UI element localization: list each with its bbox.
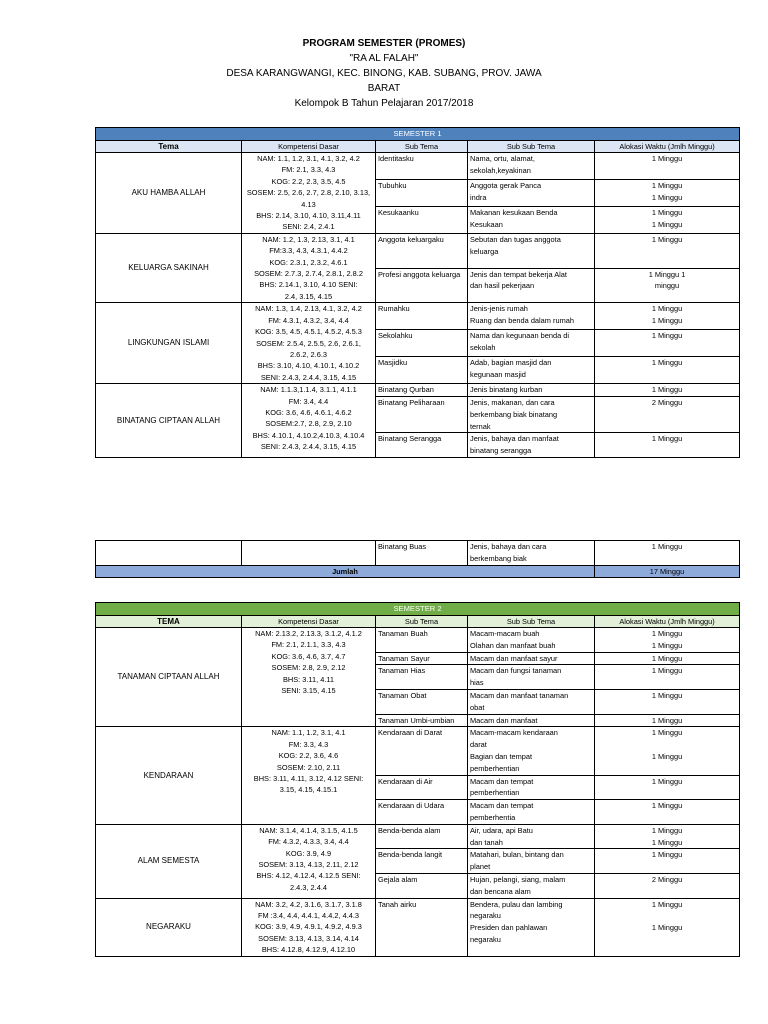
kd-line: BHS: 3.11, 4.11, 3.12, 4.12 SENI: — [253, 774, 364, 783]
kd-line: KOG: 2.2, 2.3, 3.5, 4.5 — [271, 176, 346, 186]
table-row — [96, 898, 740, 956]
kompetensi-dasar-cell — [242, 824, 376, 898]
kd-line: KOG: 3.9, 4.9, 4.9.1, 4.9.2, 4.9.3 — [255, 922, 362, 932]
sub-sub-tema-cell — [468, 714, 595, 727]
alokasi-line: 1 Minggu — [651, 180, 683, 190]
alokasi-waktu-cell — [595, 652, 740, 665]
sub-tema-cell: Kendaraan di Air — [376, 775, 468, 800]
group-year: Kelompok B Tahun Pelajaran 2017/2018 — [294, 98, 474, 109]
sub-sub-tema-cell — [468, 268, 595, 303]
kd-line: FM: 3.3, 4.3 — [288, 739, 329, 749]
tema-cell: KENDARAAN — [96, 727, 242, 824]
sub-sub-tema-cell — [468, 628, 595, 653]
sub-sub-tema-line: binatang serangga — [470, 446, 532, 456]
sub-sub-tema-cell — [468, 357, 595, 384]
sub-sub-tema-line: Jenis, makanan, dan cara — [470, 397, 555, 407]
sub-sub-tema-line: Matahari, bulan, bintang dan — [470, 850, 564, 860]
alokasi-line: 1 Minggu — [651, 640, 683, 650]
alokasi-waktu-cell — [595, 689, 740, 714]
sub-sub-tema-line: Jenis-jenis rumah — [470, 304, 528, 314]
sub-sub-tema-cell — [468, 873, 595, 898]
semester2-title-row — [96, 603, 740, 616]
alokasi-line: 1 Minggu — [651, 304, 683, 314]
kompetensi-dasar-cell — [242, 303, 376, 384]
sub-tema-cell: Gejala alam — [376, 873, 468, 898]
sub-sub-tema-line: Makanan kesukaan Benda — [470, 207, 558, 217]
sub-sub-tema-cell — [468, 800, 595, 825]
sub-sub-tema-cell — [468, 689, 595, 714]
sub-sub-tema-line: Ruang dan benda dalam rumah — [470, 316, 574, 326]
kd-line: FM: 4.3.1, 4.3.2, 3.4, 4.4 — [268, 315, 349, 325]
column-header: TEMA — [96, 616, 242, 628]
alokasi-line — [597, 739, 737, 751]
sub-tema-cell: Binatang Qurban — [376, 384, 468, 397]
table-row — [96, 727, 740, 775]
kd-line: SOSEM: 2.10, 2.11 — [276, 762, 341, 772]
column-header: Kompetensi Dasar — [242, 141, 376, 153]
sub-sub-tema-line: Macam dan manfaat — [470, 715, 538, 725]
sub-sub-tema-line: pemberhentian — [470, 788, 520, 798]
sub-sub-tema-line: Macam dan tempat — [470, 776, 534, 786]
sub-sub-tema-line: obat — [470, 702, 485, 712]
alokasi-line: 2 Minggu — [651, 874, 683, 884]
alokasi-line: 2 Minggu — [651, 397, 683, 407]
semester-2-table — [95, 602, 740, 957]
alokasi-line — [597, 910, 737, 922]
kd-line: NAM: 1.1, 1.2, 3.1, 4.1 — [271, 728, 346, 738]
sub-tema-cell: Tanaman Buah — [376, 628, 468, 653]
kompetensi-dasar-cell — [242, 898, 376, 956]
sub-sub-tema-cell — [468, 330, 595, 357]
kd-line: NAM: 1.2, 1.3, 2.13, 3.1, 4.1 — [262, 234, 355, 244]
alokasi-line: 1 Minggu — [651, 542, 683, 551]
semester-1-table — [95, 127, 740, 458]
sub-sub-tema-cell — [468, 233, 595, 268]
kd-line: KOG: 2.3.1, 2.3.2, 4.6.1 — [269, 257, 348, 267]
alokasi-line: 1 Minggu — [651, 751, 683, 761]
document-header — [0, 36, 768, 111]
tema-cell: BINATANG CIPTAAN ALLAH — [96, 384, 242, 458]
column-header: Sub Sub Tema — [468, 616, 595, 628]
alokasi-line: 1 Minggu — [651, 629, 683, 638]
kd-line: FM:3.3, 4.3, 4.3.1, 4.4.2 — [269, 246, 348, 256]
kd-line: NAM: 3.1.4, 4.1.4, 3.1.5, 4.1.5 — [259, 825, 358, 835]
tema-cell: ALAM SEMESTA — [96, 824, 242, 898]
kd-line: SENI: 3.15, 4.15 — [281, 686, 336, 696]
sub-tema-cell: Tanah airku — [376, 898, 468, 956]
kd-line: KOG: 3.5, 4.5, 4.5.1, 4.5.2, 4.5.3 — [255, 327, 362, 337]
kompetensi-dasar-cell — [242, 628, 376, 727]
alokasi-line: 1 Minggu — [651, 653, 683, 663]
alokasi-line: minggu — [654, 281, 680, 291]
sub-sub-tema-line: Nama dan kegunaan benda di — [470, 331, 570, 341]
address-line-2: BARAT — [367, 83, 401, 94]
column-header: Sub Sub Tema — [468, 141, 595, 153]
kd-line: FM: 3.4, 4.4 — [288, 396, 329, 406]
sub-tema-cell: Binatang Serangga — [376, 433, 468, 458]
sub-tema-cell: Kendaraan di Darat — [376, 727, 468, 775]
sub-tema-cell: Profesi anggota keluarga — [376, 268, 468, 303]
column-header: Kompetensi Dasar — [242, 616, 376, 628]
sub-sub-tema-line: Macam dan manfaat sayur — [470, 653, 558, 663]
kd-line: NAM: 1.3, 1.4, 2.13, 4.1, 3.2, 4.2 — [255, 304, 362, 314]
sub-sub-tema-line: sekolah — [470, 343, 496, 353]
sub-tema-cell: Masjidku — [376, 357, 468, 384]
sub-sub-tema-line: keluarga — [470, 246, 499, 256]
sub-sub-tema-line: Bendera, pulau dan lambing — [470, 899, 563, 909]
kd-line: SOSEM: 2.8, 2.9, 2.12 — [271, 663, 346, 673]
alokasi-waktu-cell — [595, 206, 740, 233]
sub-tema-cell: Tubuhku — [376, 179, 468, 206]
kd-line: BHS: 2.14.1, 3.10, 4.10 SENI: — [259, 280, 358, 290]
column-header: Alokasi Waktu (Jmlh Minggu) — [595, 141, 740, 153]
kd-line: SOSEM:2.7, 2.8, 2.9, 2.10 — [265, 419, 352, 429]
sub-tema-cell: Sekolahku — [376, 330, 468, 357]
sub-sub-tema-line: Nama, ortu, alamat, — [470, 154, 535, 163]
semester1-title-row — [96, 128, 740, 141]
sub-sub-tema-line: Olahan dan manfaat buah — [470, 640, 556, 650]
column-header: Sub Tema — [376, 616, 468, 628]
kd-line: KOG: 3.6, 4.6, 3.7, 4.7 — [271, 651, 346, 661]
sub-sub-tema-line: dan hasil pekerjaan — [470, 281, 535, 291]
table-row — [96, 303, 740, 330]
tema-cell — [96, 541, 242, 566]
table-row — [96, 541, 740, 566]
sub-sub-tema-line: sekolah,keyakinan — [470, 165, 531, 175]
sub-sub-tema-line: planet — [470, 862, 491, 872]
document-title: PROGRAM SEMESTER (PROMES) — [302, 38, 466, 49]
alokasi-waktu-cell — [595, 800, 740, 825]
kd-line: 2.6.2, 2.6.3 — [290, 349, 327, 359]
sub-sub-tema-cell — [468, 898, 595, 956]
kd-line: BHS: 4.10.1, 4.10.2,4.10.3, 4.10.4 — [252, 430, 365, 440]
alokasi-line: 1 Minggu — [651, 331, 683, 341]
alokasi-waktu-cell — [595, 303, 740, 330]
kd-line: BHS: 4.12.8, 4.12.9, 4.12.10 — [261, 945, 356, 955]
sub-sub-tema-line: pemberhentia — [470, 812, 516, 822]
sub-sub-tema-cell — [468, 775, 595, 800]
sub-sub-tema-cell — [468, 396, 595, 432]
sub-tema-cell: Rumahku — [376, 303, 468, 330]
sub-sub-tema-cell — [468, 384, 595, 397]
alokasi-line — [597, 934, 737, 946]
alokasi-line: 1 Minggu — [651, 776, 683, 786]
alokasi-line: 1 Minggu — [651, 801, 683, 811]
jumlah-label: Jumlah — [96, 565, 595, 577]
alokasi-line: 1 Minggu — [651, 715, 683, 725]
alokasi-waktu-cell — [595, 775, 740, 800]
kompetensi-dasar-cell — [242, 541, 376, 566]
sub-tema-cell: Binatang Buas — [376, 541, 468, 566]
jumlah-row — [96, 565, 740, 577]
sub-sub-tema-cell — [468, 206, 595, 233]
kd-line: SENI: 2.4.3, 2.4.4, 3.15, 4.15 — [260, 372, 357, 382]
sub-tema-cell: Kesukaanku — [376, 206, 468, 233]
alokasi-waktu-cell — [595, 824, 740, 849]
tema-cell: AKU HAMBA ALLAH — [96, 153, 242, 234]
sub-sub-tema-line: pemberhentian — [470, 763, 520, 773]
address-line-1: DESA KARANGWANGI, KEC. BINONG, KAB. SUBANG, PROV. JAWA — [226, 68, 542, 79]
alokasi-waktu-cell — [595, 873, 740, 898]
table-row — [96, 153, 740, 180]
alokasi-waktu-cell — [595, 628, 740, 653]
sub-sub-tema-cell — [468, 179, 595, 206]
kd-line: 3.15, 4.15, 4.15.1 — [279, 785, 338, 795]
sub-sub-tema-line: indra — [470, 192, 487, 202]
alokasi-waktu-cell — [595, 357, 740, 384]
table-row — [96, 384, 740, 397]
sub-tema-cell: Tanaman Obat — [376, 689, 468, 714]
sub-sub-tema-line: berkembang biak binatang — [470, 409, 558, 419]
kd-line: NAM: 2.13.2, 2.13.3, 3.1.2, 4.1.2 — [255, 629, 362, 638]
alokasi-line: 1 Minggu — [651, 316, 683, 326]
sub-sub-tema-line: Hujan, pelangi, siang, malam — [470, 874, 566, 884]
kd-line: FM: 2.1, 2.1.1, 3.3, 4.3 — [271, 640, 346, 650]
sub-tema-cell: Tanaman Umbi-umbian — [376, 714, 468, 727]
alokasi-line: 1 Minggu — [651, 899, 683, 909]
kd-line: BHS: 4.12, 4.12.4, 4.12.5 SENI: — [256, 871, 361, 881]
sub-sub-tema-line: Macam dan manfaat tanaman — [470, 690, 569, 700]
kd-line: NAM: 1.1, 1.2, 3.1, 4.1, 3.2, 4.2 — [257, 154, 360, 163]
sub-tema-cell: Anggota keluargaku — [376, 233, 468, 268]
kd-line: KOG: 3.6, 4.6, 4.6.1, 4.6.2 — [265, 407, 352, 417]
sub-sub-tema-cell — [468, 849, 595, 874]
alokasi-waktu-cell — [595, 330, 740, 357]
semester2-title: SEMESTER 2 — [96, 603, 740, 616]
sub-tema-cell: Tanaman Sayur — [376, 652, 468, 665]
kompetensi-dasar-cell — [242, 233, 376, 302]
sub-sub-tema-line: negaraku — [470, 934, 501, 944]
alokasi-line: 1 Minggu — [651, 850, 683, 860]
sub-sub-tema-line: dan tanah — [470, 837, 503, 847]
alokasi-line: 1 Minggu — [651, 837, 683, 847]
alokasi-line — [597, 763, 737, 775]
alokasi-line: 1 Minggu — [651, 154, 683, 163]
sub-sub-tema-line: dan bencana alam — [470, 886, 531, 896]
sub-sub-tema-line: negaraku — [470, 911, 501, 921]
kd-line: 2.4, 3.15, 4.15 — [284, 291, 333, 301]
sub-sub-tema-line: Macam dan fungsi tanaman — [470, 666, 562, 676]
sub-sub-tema-line: hias — [470, 678, 484, 688]
alokasi-line: 1 Minggu — [651, 207, 683, 217]
sub-sub-tema-line: Adab, bagian masjid dan — [470, 358, 552, 368]
kd-line: BHS: 2.14, 3.10, 4.10, 3.11,4.11 — [256, 211, 361, 221]
kd-line: KOG: 2.2, 3.6, 4.6 — [278, 751, 339, 761]
kd-line: BHS: 3.10, 4.10, 4.10.1, 4.10.2 — [257, 361, 360, 371]
column-header: Tema — [96, 141, 242, 153]
alokasi-line: 1 Minggu — [651, 234, 683, 244]
alokasi-line: 1 Minggu — [651, 385, 683, 395]
kd-line: FM: 2.1, 3.3, 4.3 — [281, 165, 336, 175]
alokasi-waktu-cell — [595, 153, 740, 180]
sub-sub-tema-line: kegunaan masjid — [470, 369, 526, 379]
sub-sub-tema-line: Macam-macam kendaraan — [470, 728, 558, 738]
alokasi-line: 1 Minggu 1 — [648, 269, 686, 279]
table-row — [96, 824, 740, 849]
alokasi-line: 1 Minggu — [651, 825, 683, 835]
sub-sub-tema-line: Jenis dan tempat bekerja Alat — [470, 269, 567, 279]
sub-sub-tema-cell — [468, 153, 595, 180]
sub-sub-tema-line: Macam-macam buah — [470, 629, 540, 638]
sub-tema-cell: Kendaraan di Udara — [376, 800, 468, 825]
sub-sub-tema-cell — [468, 824, 595, 849]
alokasi-line: 1 Minggu — [651, 690, 683, 700]
alokasi-line: 1 Minggu — [651, 358, 683, 368]
jumlah-value: 17 Minggu — [595, 565, 740, 577]
sub-sub-tema-line: ternak — [470, 421, 491, 431]
semester2-column-header-row — [96, 616, 740, 628]
alokasi-waktu-cell — [595, 233, 740, 268]
kd-line: SOSEM: 3.13, 4.13, 2.11, 2.12 — [258, 859, 359, 869]
sub-sub-tema-line: berkembang biak — [470, 553, 527, 563]
kd-line: FM: 4.3.2, 4.3.3, 3.4, 4.4 — [268, 837, 349, 847]
sub-sub-tema-cell — [468, 541, 595, 566]
kd-line: SOSEM: 2.5.4, 2.5.5, 2.6, 2.6.1, — [256, 338, 361, 348]
sub-sub-tema-line: Sebutan dan tugas anggota — [470, 234, 561, 244]
alokasi-waktu-cell — [595, 179, 740, 206]
alokasi-waktu-cell — [595, 727, 740, 775]
sub-sub-tema-line: Kesukaan — [470, 219, 503, 229]
sub-sub-tema-line: Presiden dan pahlawan — [470, 923, 548, 933]
sub-sub-tema-line: Anggota gerak Panca — [470, 180, 542, 190]
kompetensi-dasar-cell — [242, 153, 376, 234]
sub-sub-tema-line: Jenis binatang kurban — [470, 385, 543, 395]
kd-line: SENI: 2.4, 2.4.1 — [282, 222, 335, 232]
sub-tema-cell: Benda-benda alam — [376, 824, 468, 849]
tema-cell: KELUARGA SAKINAH — [96, 233, 242, 302]
alokasi-line: 1 Minggu — [651, 728, 683, 738]
school-name: "RA AL FALAH" — [349, 53, 419, 64]
sub-sub-tema-line: Jenis, bahaya dan cara — [470, 542, 547, 551]
alokasi-waktu-cell — [595, 898, 740, 956]
kompetensi-dasar-cell — [242, 727, 376, 824]
kd-line: SOSEM: 2.7.3, 2.7.4, 2.8.1, 2.8.2 — [254, 269, 363, 279]
alokasi-waktu-cell — [595, 396, 740, 432]
semester-1-continued-table — [95, 540, 740, 578]
alokasi-waktu-cell — [595, 541, 740, 566]
sub-tema-cell: Tanaman Hias — [376, 665, 468, 690]
sub-sub-tema-cell — [468, 727, 595, 775]
sub-sub-tema-cell — [468, 652, 595, 665]
semester1-title: SEMESTER 1 — [96, 128, 740, 141]
tema-cell: TANAMAN CIPTAAN ALLAH — [96, 628, 242, 727]
alokasi-line: 1 Minggu — [651, 219, 683, 229]
alokasi-line: 1 Minggu — [651, 923, 683, 933]
sub-sub-tema-cell — [468, 433, 595, 458]
table-row — [96, 628, 740, 653]
kd-line: BHS: 3.11, 4.11 — [282, 674, 335, 684]
semester1-column-header-row — [96, 141, 740, 153]
table-row — [96, 233, 740, 268]
alokasi-waktu-cell — [595, 433, 740, 458]
kd-line: KOG: 3.9, 4.9 — [285, 848, 332, 858]
column-header: Alokasi Waktu (Jmlh Minggu) — [595, 616, 740, 628]
alokasi-waktu-cell — [595, 268, 740, 303]
sub-sub-tema-line: Jenis, bahaya dan manfaat — [470, 434, 559, 444]
kd-line: SOSEM: 3.13, 4.13, 3.14, 4.14 — [258, 933, 359, 943]
column-header: Sub Tema — [376, 141, 468, 153]
kd-line: NAM: 1.1.3,1.1.4, 3.1.1, 4.1.1 — [260, 385, 357, 395]
kd-line: 2.4.3, 2.4.4 — [290, 882, 327, 892]
alokasi-line: 1 Minggu — [651, 434, 683, 444]
sub-sub-tema-line: Bagian dan tempat — [470, 751, 533, 761]
sub-sub-tema-cell — [468, 665, 595, 690]
sub-tema-cell: Identitasku — [376, 153, 468, 180]
kd-line: FM :3.4, 4.4, 4.4.1, 4.4.2, 4.4.3 — [257, 910, 360, 920]
alokasi-waktu-cell — [595, 714, 740, 727]
kd-line: SOSEM: 2.5, 2.6, 2.7, 2.8, 2.10, 3.13, 4.13 — [246, 188, 371, 209]
kompetensi-dasar-cell — [242, 384, 376, 458]
sub-sub-tema-cell — [468, 303, 595, 330]
sub-sub-tema-line: darat — [470, 740, 487, 750]
alokasi-waktu-cell — [595, 384, 740, 397]
sub-tema-cell: Binatang Peliharaan — [376, 396, 468, 432]
sub-sub-tema-line: Air, udara, api Batu — [470, 825, 533, 835]
tema-cell: NEGARAKU — [96, 898, 242, 956]
sub-tema-cell: Benda-benda langit — [376, 849, 468, 874]
alokasi-line: 1 Minggu — [651, 192, 683, 202]
alokasi-waktu-cell — [595, 665, 740, 690]
tema-cell: LINGKUNGAN ISLAMI — [96, 303, 242, 384]
kd-line: NAM: 3.2, 4.2, 3.1.6, 3.1.7, 3.1.8 — [255, 899, 362, 909]
sub-sub-tema-line: Macam dan tempat — [470, 801, 534, 811]
alokasi-line: 1 Minggu — [651, 666, 683, 676]
kd-line: SENI: 2.4.3, 2.4.4, 3.15, 4.15 — [260, 442, 357, 452]
alokasi-waktu-cell — [595, 849, 740, 874]
